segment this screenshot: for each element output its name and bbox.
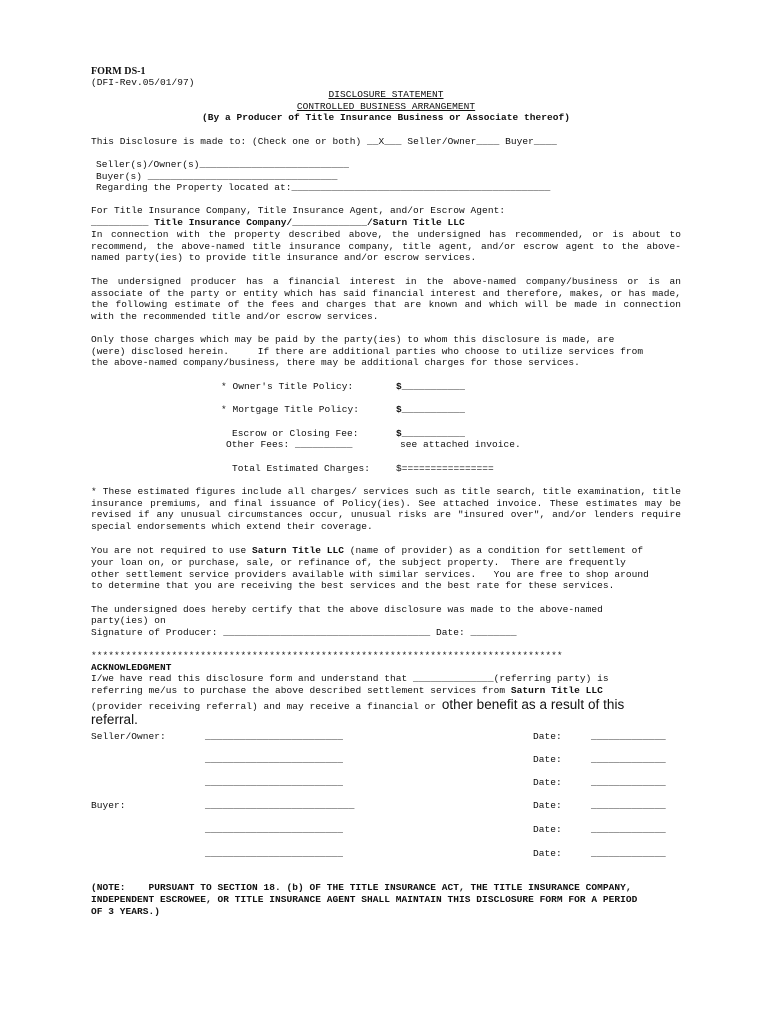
date-label: Date: bbox=[533, 731, 562, 742]
ack-text-3b: other benefit as a result of this bbox=[441, 697, 625, 712]
retention-note-line-2: INDEPENDENT ESCROWEE, OR TITLE INSURANCE AGENT SHALL MAINTAIN THIS DISCLOSURE FORM FOR A PERIOD bbox=[91, 894, 638, 905]
date-line[interactable]: _____________ bbox=[591, 848, 666, 859]
choice-line-1 bbox=[91, 545, 681, 557]
title-subtitle: (By a Producer of Title Insurance Business or Associate thereof) bbox=[201, 112, 571, 123]
escrow-fee-label: Escrow or Closing Fee: bbox=[232, 428, 359, 439]
mortgage-policy-label: * Mortgage Title Policy: bbox=[221, 404, 360, 415]
seller-signature-line[interactable]: ________________________ bbox=[205, 777, 344, 788]
choice-line-3: other settlement service providers available with similar services. You are free to shop around bbox=[91, 569, 649, 580]
charges-paragraph-line-1: Only those charges which may be paid by the party(ies) to whom this disclosure is made, are bbox=[91, 334, 615, 345]
total-charges-value[interactable]: $================ bbox=[396, 463, 494, 474]
form-id: FORM DS-1 bbox=[91, 66, 146, 77]
provider-intro: For Title Insurance Company, Title Insurance Agent, and/or Escrow Agent: bbox=[91, 205, 506, 216]
made-to-line bbox=[91, 136, 557, 148]
made-to-label: This Disclosure is made to: (Check one or both) bbox=[91, 136, 368, 147]
seller-owner-signature-label: Seller/Owner: bbox=[91, 731, 166, 742]
title-disclosure-statement: DISCLOSURE STATEMENT bbox=[328, 89, 444, 100]
seller-buyer-label: Seller/Owner____ Buyer bbox=[401, 136, 534, 147]
charges-paragraph-line-3: the above-named company/business, there may be additional charges for those services. bbox=[91, 357, 580, 368]
buyer-field[interactable]: Buyer(s) _________________________________ bbox=[96, 171, 338, 182]
title-controlled-business: CONTROLLED BUSINESS ARRANGEMENT bbox=[296, 101, 476, 112]
buyer-signature-line[interactable]: __________________________ bbox=[205, 800, 355, 811]
date-label: Date: bbox=[533, 824, 562, 835]
buyer-checkbox[interactable]: ____ bbox=[533, 136, 557, 147]
date-line[interactable]: _____________ bbox=[591, 731, 666, 742]
ack-text: referring me/us to purchase the above described settlement services from bbox=[91, 685, 511, 696]
date-label: Date: bbox=[533, 800, 562, 811]
choice-provider: Saturn Title LLC bbox=[252, 545, 345, 556]
form-revision: (DFI-Rev.05/01/97) bbox=[91, 77, 195, 88]
buyer-signature-line[interactable]: ________________________ bbox=[205, 824, 344, 835]
certify-line-1: The undersigned does hereby certify that the above disclosure was made to the above-named bbox=[91, 604, 603, 615]
certify-line-2: party(ies) on bbox=[91, 615, 166, 626]
ack-line-1: I/we have read this disclosure form and understand that ______________(referring party) is bbox=[91, 673, 609, 684]
date-label: Date: bbox=[533, 777, 562, 788]
retention-note-line-1: (NOTE: PURSUANT TO SECTION 18. (b) OF THE TITLE INSURANCE ACT, THE TITLE INSURANCE COMPANY, bbox=[91, 882, 632, 893]
property-field[interactable]: Regarding the Property located at:_____________________________________________ bbox=[96, 182, 551, 193]
choice-text-a: You are not required to use bbox=[91, 545, 253, 556]
choice-line-4: to determine that you are receiving the best services and the best rate for these services. bbox=[91, 580, 615, 591]
buyer-signature-label: Buyer: bbox=[91, 800, 126, 811]
seller-owner-field[interactable]: Seller(s)/Owner(s)__________________________ bbox=[96, 159, 350, 170]
retention-note-line-3: OF 3 YEARS.) bbox=[91, 906, 161, 917]
financial-interest-paragraph: The undersigned producer has a financial interest in the above-named company/business or is an associate of the party or entity which has said financial interest and therefore, makes, or has made, the following estimate of the fees and charges that are known and which will be made in connection with the recommended title and/or escrow services. bbox=[91, 276, 681, 322]
other-fees-value: see attached invoice. bbox=[400, 439, 521, 450]
other-fees-label[interactable]: Other Fees: __________ bbox=[226, 439, 353, 450]
charges-paragraph-line-2: (were) disclosed herein. If there are additional parties who choose to utilize services from bbox=[91, 346, 644, 357]
date-line[interactable]: _____________ bbox=[591, 754, 666, 765]
seller-signature-line[interactable]: ________________________ bbox=[205, 731, 344, 742]
date-label: Date: bbox=[533, 754, 562, 765]
acknowledgment-heading: ACKNOWLEDGMENT bbox=[91, 662, 172, 673]
seller-checkbox[interactable]: __X___ bbox=[367, 136, 402, 147]
choice-line-2: your loan on, or purchase, sale, or refinance of, the subject property. There are frequently bbox=[91, 557, 626, 568]
buyer-signature-line[interactable]: ________________________ bbox=[205, 848, 344, 859]
escrow-fee-value[interactable]: $___________ bbox=[396, 428, 466, 439]
owners-policy-value[interactable]: $___________ bbox=[396, 381, 466, 392]
provider-line: __________ Title Insurance Company/_____________/Saturn Title LLC bbox=[91, 217, 465, 228]
date-label: Date: bbox=[533, 848, 562, 859]
recommendation-paragraph: In connection with the property described above, the undersigned has recommended, or is about to recommend, the above-named title insurance company, title agent, and/or escrow agent to the above-named party(ies) to provide title insurance and/or escrow services. bbox=[91, 229, 681, 264]
ack-text-3a: (provider receiving referral) and may receive a financial or bbox=[91, 701, 442, 712]
ack-line-3 bbox=[91, 699, 624, 713]
date-line[interactable]: _____________ bbox=[591, 777, 666, 788]
choice-text-b: (name of provider) as a condition for settlement of bbox=[344, 545, 644, 556]
estimate-note-paragraph: * These estimated figures include all charges/ services such as title search, title examination, title insurance premiums, and final issuance of Policy(ies). See attached invoice. These estimates may be revised if any unusual circumstances occur, unusual risks are "insured over", and/or lenders require special endorsements which extend their coverage. bbox=[91, 486, 681, 532]
producer-signature-line[interactable]: Signature of Producer: ____________________________________ Date: ________ bbox=[91, 627, 517, 638]
ack-provider: Saturn Title LLC bbox=[510, 685, 603, 696]
separator-stars: ********************************************************************************** bbox=[91, 650, 563, 661]
seller-signature-line[interactable]: ________________________ bbox=[205, 754, 344, 765]
date-line[interactable]: _____________ bbox=[591, 824, 666, 835]
mortgage-policy-value[interactable]: $___________ bbox=[396, 404, 466, 415]
date-line[interactable]: _____________ bbox=[591, 800, 666, 811]
ack-line-2 bbox=[91, 685, 681, 697]
ack-line-4: referral. bbox=[91, 712, 138, 727]
total-charges-label: Total Estimated Charges: bbox=[232, 463, 371, 474]
owners-policy-label: * Owner's Title Policy: bbox=[221, 381, 354, 392]
